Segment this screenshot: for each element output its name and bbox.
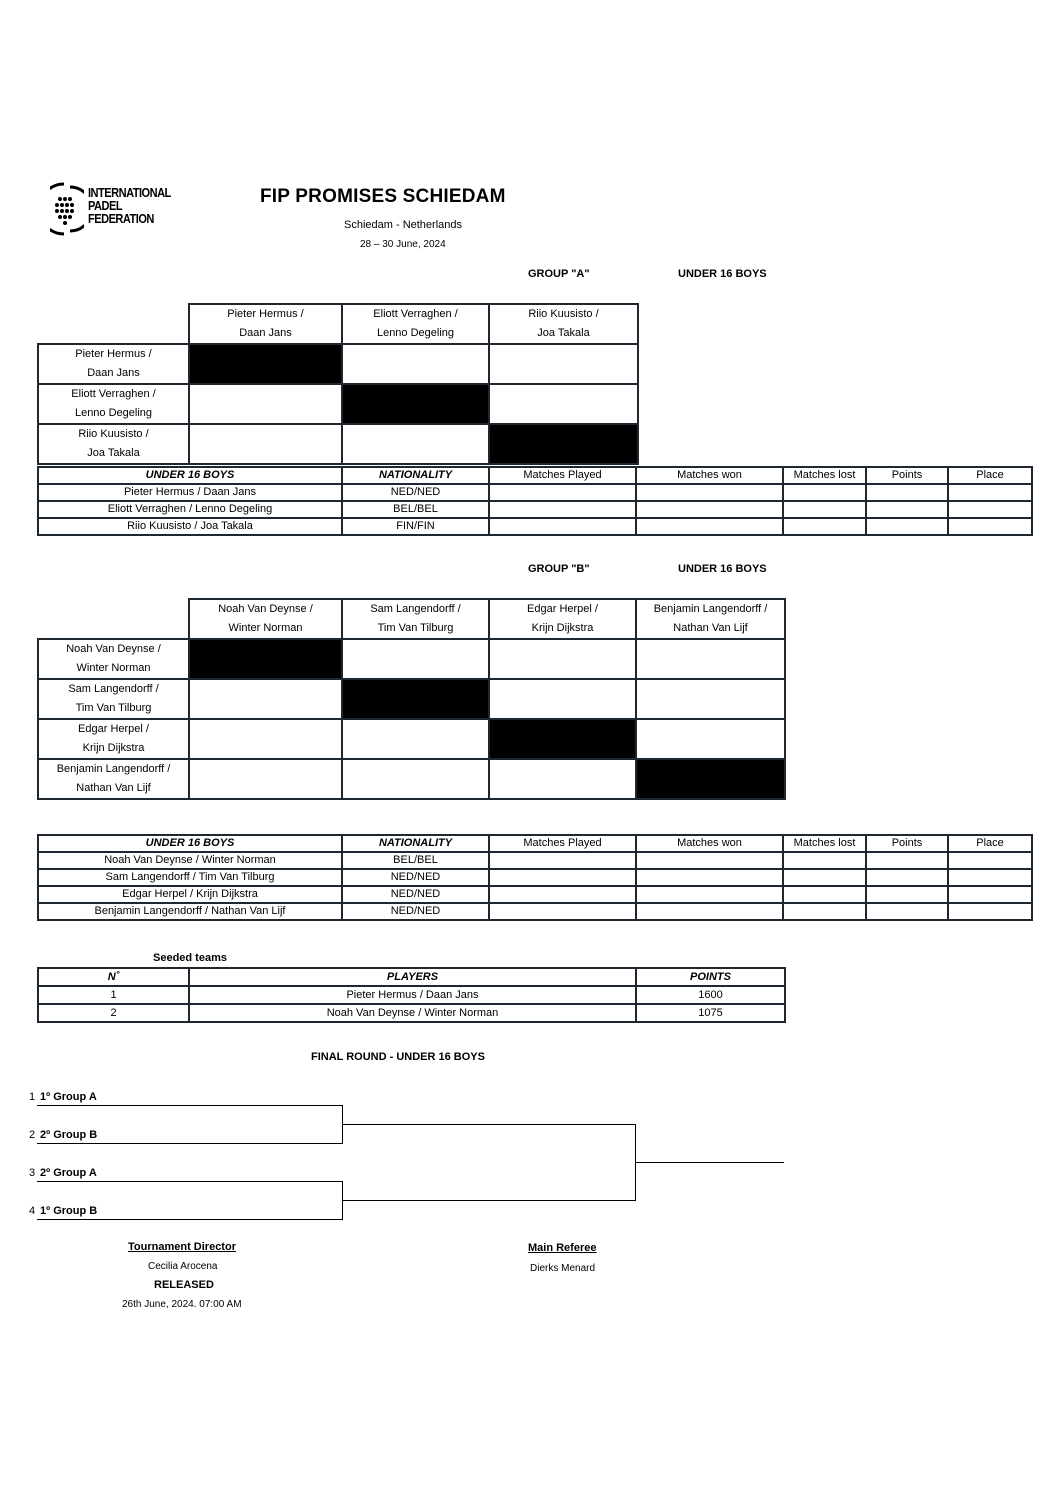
bracket-line [37,1105,343,1106]
matches-won-cell [636,903,783,920]
matrix-col-header [189,599,342,639]
matrix-row [38,639,785,679]
logo-line-3: FEDERATION [88,211,154,226]
matches-lost-cell [783,886,866,903]
group-a-standings [37,466,1033,536]
matrix-score-cell [636,719,785,759]
matrix-col-header [342,304,489,344]
nationality: FIN/FIN [342,518,489,535]
matrix-blocked-cell [489,424,638,464]
seeded-header: POINTS [636,968,785,986]
nationality: BEL/BEL [342,501,489,518]
matches-lost-cell [783,501,866,518]
matrix-score-cell [342,424,489,464]
matrix-row-header [38,639,189,679]
matrix-score-cell [489,759,636,799]
player-line: Edgar Herpel / [78,723,149,735]
matches-played-cell [489,852,636,869]
player-line: Noah Van Deynse / [66,643,161,655]
matches-played-cell [489,518,636,535]
seed-number: 1 [38,986,189,1004]
place-cell [948,903,1032,920]
table-row [38,986,785,1004]
team-name: Riio Kuusisto / Joa Takala [38,518,342,535]
matrix-row-header [38,424,189,464]
referee-name: Dierks Menard [530,1263,596,1274]
matrix-row [38,759,785,799]
player-line: Riio Kuusisto / [528,308,599,320]
matches-won-cell [636,869,783,886]
bracket-slot-number: 1 [29,1091,36,1103]
matrix-blocked-cell [189,639,342,679]
table-row [38,886,1032,903]
matches-played-cell [489,484,636,501]
points-cell [866,852,948,869]
group-a-matrix [37,303,639,465]
nationality: NED/NED [342,484,489,501]
location: Schiedam - Netherlands [344,219,463,231]
matrix-score-cell [489,344,638,384]
points-cell [866,869,948,886]
seeded-table [37,967,786,1023]
matches-played-cell [489,869,636,886]
matrix-row-header [38,384,189,424]
matrix-row [38,344,638,384]
matrix-corner [38,599,189,639]
matches-won-cell [636,501,783,518]
player-line: Riio Kuusisto / [78,428,149,440]
matrix-col-header [342,599,489,639]
place-cell [948,484,1032,501]
matches-lost-cell [783,869,866,886]
player-line: Nathan Van Lijf [76,782,151,794]
matrix-corner [38,304,189,344]
matches-won-cell [636,518,783,535]
matrix-score-cell [189,679,342,719]
standings-header: Points [866,835,948,852]
standings-header: Matches won [636,467,783,484]
matrix-score-cell [189,384,342,424]
matrix-score-cell [189,719,342,759]
player-line: Krijn Dijkstra [531,622,594,634]
player-line: Noah Van Deynse / [218,603,313,615]
matrix-blocked-cell [342,384,489,424]
final-round-title: FINAL ROUND - UNDER 16 BOYS [311,1051,485,1063]
bracket-slot-label: 2º Group B [40,1129,98,1141]
nationality: BEL/BEL [342,852,489,869]
team-name: Pieter Hermus / Daan Jans [38,484,342,501]
matrix-score-cell [189,759,342,799]
matrix-score-cell [636,679,785,719]
bracket-slot-label: 1º Group B [40,1205,98,1217]
player-line: Benjamin Langendorff / [56,763,171,775]
matrix-score-cell [189,424,342,464]
standings-header-row [38,835,1032,852]
page-title: FIP PROMISES SCHIEDAM [260,186,506,207]
place-cell [948,501,1032,518]
bracket-line [37,1219,343,1220]
player-line: Daan Jans [239,327,292,339]
place-cell [948,518,1032,535]
seeded-header: N˚ [38,968,189,986]
team-name: Sam Langendorff / Tim Van Tilburg [38,869,342,886]
matrix-row-header [38,344,189,384]
seed-points: 1075 [636,1004,785,1022]
player-line: Sam Langendorff / [370,603,461,615]
group-b-category: UNDER 16 BOYS [678,563,767,575]
matrix-score-cell [489,384,638,424]
bracket-slot-label: 2º Group A [40,1167,97,1179]
matrix-blocked-cell [189,344,342,384]
player-line: Eliott Verraghen / [373,308,458,320]
seed-number: 2 [38,1004,189,1022]
matrix-row [38,384,638,424]
matrix-score-cell [342,719,489,759]
group-a-label: GROUP "A" [528,268,590,280]
seed-players: Pieter Hermus / Daan Jans [189,986,636,1004]
points-cell [866,886,948,903]
bracket-line [37,1143,343,1144]
matrix-score-cell [342,759,489,799]
matrix-score-cell [342,344,489,384]
bracket-slot-number: 4 [29,1205,36,1217]
matrix-row [38,719,785,759]
table-row [38,852,1032,869]
seed-players: Noah Van Deynse / Winter Norman [189,1004,636,1022]
standings-header: UNDER 16 BOYS [38,835,342,852]
standings-header: Matches lost [783,467,866,484]
fip-logo-icon [50,181,84,237]
team-name: Noah Van Deynse / Winter Norman [38,852,342,869]
matrix-col-header [636,599,785,639]
standings-header: Points [866,467,948,484]
seeded-title: Seeded teams [153,952,227,964]
table-row [38,484,1032,501]
fip-logo [50,181,170,237]
player-line: Sam Langendorff / [68,683,159,695]
player-line: Winter Norman [228,622,303,634]
standings-header: Matches lost [783,835,866,852]
standings-header-row [38,467,1032,484]
place-cell [948,869,1032,886]
group-b-matrix [37,598,786,800]
player-line: Joa Takala [87,447,140,459]
matrix-row [38,679,785,719]
player-line: Krijn Dijkstra [82,742,145,754]
matches-lost-cell [783,518,866,535]
matrix-blocked-cell [342,679,489,719]
player-line: Winter Norman [76,662,151,674]
standings-header: Matches Played [489,467,636,484]
matrix-header-row [38,599,785,639]
matches-played-cell [489,903,636,920]
player-line: Tim Van Tilburg [75,702,152,714]
nationality: NED/NED [342,903,489,920]
referee-title: Main Referee [528,1242,597,1254]
group-b-label: GROUP "B" [528,563,590,575]
matrix-row [38,424,638,464]
matrix-row-header [38,679,189,719]
bracket-line [342,1200,636,1201]
matrix-header-row [38,304,638,344]
matrix-row-header [38,759,189,799]
group-a-category: UNDER 16 BOYS [678,268,767,280]
matrix-col-header [489,599,636,639]
matrix-col-header [189,304,342,344]
matches-lost-cell [783,484,866,501]
logo-line-2: PADEL [88,198,123,213]
team-name: Edgar Herpel / Krijn Dijkstra [38,886,342,903]
matrix-col-header [489,304,638,344]
player-line: Joa Takala [537,327,590,339]
matches-won-cell [636,886,783,903]
matrix-score-cell [636,639,785,679]
matches-won-cell [636,852,783,869]
matrix-score-cell [489,639,636,679]
matrix-score-cell [489,679,636,719]
director-title: Tournament Director [128,1241,236,1253]
player-line: Pieter Hermus / [75,348,152,360]
bracket-line [342,1124,636,1125]
player-line: Lenno Degeling [376,327,455,339]
director-name: Cecilia Arocena [148,1261,218,1272]
matrix-blocked-cell [489,719,636,759]
player-line: Edgar Herpel / [527,603,598,615]
released-date: 26th June, 2024. 07:00 AM [122,1299,242,1310]
matches-played-cell [489,501,636,518]
points-cell [866,501,948,518]
bracket-line [37,1181,343,1182]
player-line: Lenno Degeling [74,407,153,419]
seeded-header: PLAYERS [189,968,636,986]
matrix-blocked-cell [636,759,785,799]
dates: 28 – 30 June, 2024 [360,239,446,250]
team-name: Benjamin Langendorff / Nathan Van Lijf [38,903,342,920]
table-row [38,518,1032,535]
standings-header: Matches won [636,835,783,852]
standings-header: NATIONALITY [342,467,489,484]
points-cell [866,484,948,501]
matches-lost-cell [783,903,866,920]
bracket-slot-number: 2 [29,1129,36,1141]
nationality: NED/NED [342,886,489,903]
player-line: Pieter Hermus / [227,308,304,320]
logo-line-1: INTERNATIONAL [88,185,171,200]
bracket-slot-number: 3 [29,1167,36,1179]
group-b-standings [37,834,1033,921]
bracket-line [635,1162,784,1163]
standings-header: Matches Played [489,835,636,852]
bracket-slot-label: 1º Group A [40,1091,97,1103]
matches-won-cell [636,484,783,501]
points-cell [866,903,948,920]
seed-points: 1600 [636,986,785,1004]
table-row [38,501,1032,518]
points-cell [866,518,948,535]
player-line: Benjamin Langendorff / [653,603,768,615]
place-cell [948,886,1032,903]
player-line: Daan Jans [87,367,140,379]
place-cell [948,852,1032,869]
matrix-score-cell [342,639,489,679]
matches-played-cell [489,886,636,903]
table-row [38,1004,785,1022]
standings-header: Place [948,467,1032,484]
released-label: RELEASED [154,1279,214,1291]
matrix-row-header [38,719,189,759]
table-row [38,903,1032,920]
nationality: NED/NED [342,869,489,886]
matches-lost-cell [783,852,866,869]
standings-header: NATIONALITY [342,835,489,852]
player-line: Nathan Van Lijf [673,622,748,634]
standings-header: Place [948,835,1032,852]
standings-header: UNDER 16 BOYS [38,467,342,484]
player-line: Eliott Verraghen / [71,388,156,400]
player-line: Tim Van Tilburg [377,622,454,634]
seeded-header-row [38,968,785,986]
table-row [38,869,1032,886]
team-name: Eliott Verraghen / Lenno Degeling [38,501,342,518]
